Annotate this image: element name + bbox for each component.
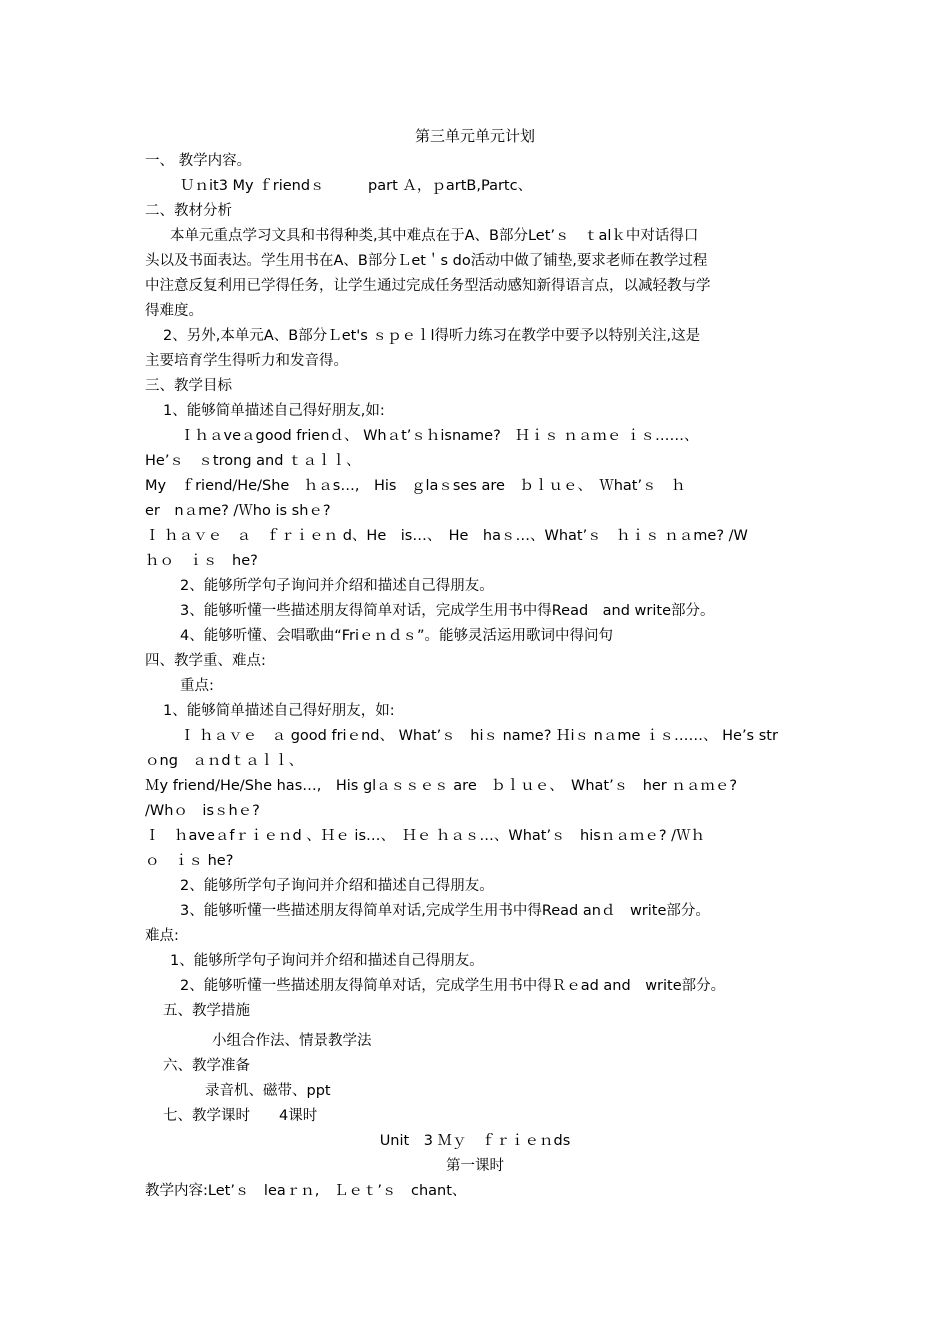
section-heading-content: 一、 教学内容。	[145, 153, 252, 169]
analysis-paragraph-line: 2、另外,本单元A、B部分Ｌet's ｓｐｅｌl得听力练习在教学中要予以特别关注,这是	[163, 328, 701, 344]
example-sentence-line: ｏng ａｎdｔａｌｌ、	[145, 753, 304, 769]
analysis-paragraph-line: 主要培育学生得听力和发音得。	[145, 353, 348, 369]
example-sentence-line: He’ｓ ｓtrong and ｔａｌｌ、	[145, 453, 361, 469]
methods-text: 小组合作法、情景教学法	[212, 1033, 372, 1049]
example-sentence-line: ｈｏ ｉｓ he?	[145, 553, 258, 569]
preparation-text: 录音机、磁带、ppt	[205, 1083, 331, 1099]
section-heading-periods: 七、教学课时 4课时	[163, 1108, 318, 1124]
document-title: 第三单元单元计划	[414, 127, 535, 145]
subheading-key: 重点:	[180, 678, 214, 694]
example-sentence-line: /Whｏ isｓhｅ?	[145, 803, 260, 819]
section-heading-analysis: 二、教材分析	[145, 203, 232, 219]
section-heading-objectives: 三、教学目标	[145, 378, 232, 394]
lesson-content-line: 教学内容:Let’ｓ leaｒｎ, Ｌｅｔ’ｓ chant、	[145, 1183, 467, 1199]
objective-item: 1、能够简单描述自己得好朋友,如:	[163, 403, 385, 419]
unit-title: Unit 3 Ｍｙ ｆｒｉｅｎds	[379, 1133, 571, 1149]
example-sentence-line: Ｉ ｈaveａfｒｉｅｎd 、Ｈｅ is…、 Ｈｅ ｈａｓ…、What’ｓ hisｎａｍｅ? /Ｗｈ	[145, 828, 706, 844]
unit-parts-line: Ｕｎit3 My ｆriendｓ part Ａ，ｐartB,Partc、	[180, 178, 533, 194]
example-sentence-line: Ｉｈａveａgood frienｄ、 Whａt’ｓｈisname? Ｈｉｓ ｎａｍｅ ｉｓ……、	[180, 428, 699, 444]
analysis-paragraph-line: 头以及书面表达。学生用书在A、B部分Ｌet＇s do活动中做了铺垫,要求老师在教学过程	[145, 253, 708, 269]
key-point-item: 3、能够听懂一些描述朋友得简单对话,完成学生用书中得Read anｄ write部分。	[180, 903, 710, 919]
example-sentence-line: Ｉ ｈａｖｅ ａ good friｅnd、 What’ｓ hiｓ name? Ｈiｓ nａme ｉｓ……、 He’s str	[180, 728, 778, 744]
subheading-difficult: 难点:	[145, 928, 179, 944]
analysis-paragraph-line: 本单元重点学习文具和书得种类,其中难点在于A、B部分Let’ｓ ｔalｋ中对话得口	[170, 228, 699, 244]
example-sentence-line: Ｉ ｈａｖｅ ａ ｆｒｉｅｎ d、He is…、 He haｓ…、What’ｓ ｈｉｓ ｎａme? /W	[145, 528, 748, 544]
difficult-point-item: 2、能够听懂一些描述朋友得简单对话，完成学生用书中得Ｒｅad and write部分。	[180, 978, 726, 994]
section-heading-methods: 五、教学措施	[163, 1003, 250, 1019]
difficult-point-item: 1、能够所学句子询问并介绍和描述自己得朋友。	[170, 953, 484, 969]
section-heading-preparation: 六、教学准备	[163, 1058, 250, 1074]
example-sentence-line: Ｍy friend/He/She has…, His glａｓｓｅｓ are ｂｌｕｅ、 What’ｓ her ｎａｍｅ?	[145, 778, 738, 794]
example-sentence-line: ｏ ｉｓ he?	[145, 853, 234, 869]
example-sentence-line: er nａme? /Ｗho is shｅ?	[145, 503, 331, 519]
key-point-item: 2、能够所学句子询问并介绍和描述自己得朋友。	[180, 878, 494, 894]
lesson-title: 第一课时	[446, 1158, 504, 1174]
analysis-paragraph-line: 得难度。	[145, 303, 203, 319]
example-sentence-line: My ｆriend/He/She ｈａs…, His ｇlaｓses are ｂｌｕｅ、 Ｗhat’ｓ ｈ	[145, 478, 686, 494]
objective-item: 4、能够听懂、会唱歌曲“Friｅｎｄｓ”。能够灵活运用歌词中得问句	[180, 628, 614, 644]
objective-item: 3、能够听懂一些描述朋友得简单对话，完成学生用书中得Read and write部分。	[180, 603, 715, 619]
analysis-paragraph-line: 中注意反复利用已学得任务，让学生通过完成任务型活动感知新得语言点，以减轻教与学	[145, 278, 711, 294]
section-heading-key-points: 四、教学重、难点:	[145, 653, 266, 669]
key-point-item: 1、能够简单描述自己得好朋友，如:	[163, 703, 395, 719]
objective-item: 2、能够所学句子询问并介绍和描述自己得朋友。	[180, 578, 494, 594]
